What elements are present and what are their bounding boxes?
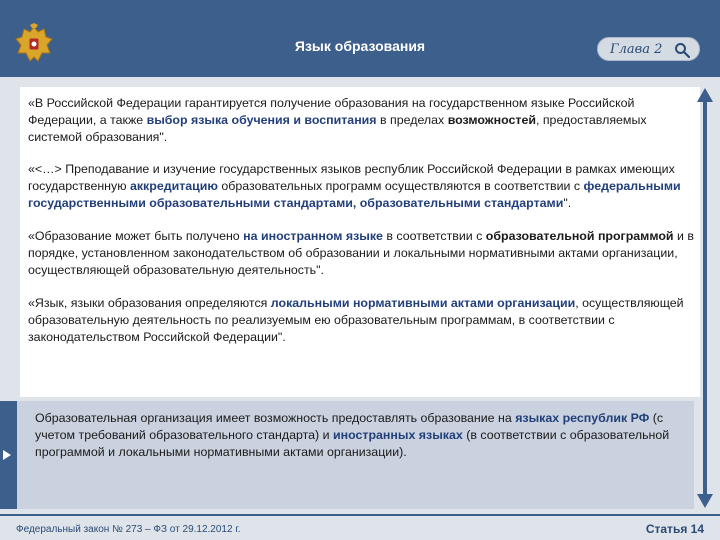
expand-arrow-icon[interactable] [3, 450, 11, 460]
paragraph-3 [28, 228, 698, 279]
text-span: , предоставляемых системой образования". [28, 113, 647, 144]
paragraph-1 [28, 95, 698, 146]
text-span: Образовательная организация имеет возможность предоставлять образование на [35, 411, 516, 425]
note-box [14, 401, 694, 509]
chapter-search-box[interactable] [597, 37, 700, 61]
text-span: (с учетом требований образовательного стандарта) и [35, 411, 664, 442]
text-span: образовательных программ осуществляются в соответствии с [217, 179, 584, 193]
highlight-span: выбор языка обучения и воспитания [146, 113, 377, 127]
law-reference: Федеральный закон № 273 – ФЗ от 29.12.2012 г. [16, 524, 241, 535]
text-span: «В Российской Федерации гарантируется получение образования на государственном языке Российской Федерации, а также [28, 96, 635, 127]
highlight-span: иностранных языках [333, 428, 463, 442]
scroll-down-icon[interactable] [697, 494, 713, 508]
header-bar [0, 0, 720, 77]
page-title: Язык образования [294, 38, 426, 54]
scroll-track[interactable] [703, 100, 707, 496]
text-span: в соответствии с [382, 229, 486, 243]
text-span: «Язык, языки образования определяются [28, 296, 271, 310]
paragraph-4 [28, 295, 698, 346]
expand-tab[interactable] [0, 401, 14, 509]
search-icon[interactable] [674, 42, 690, 58]
text-span: «<…> Преподавание и изучение государственных языков республик Российской Федерации в рамках имеющих государственную [28, 162, 675, 193]
paragraph-2 [28, 161, 698, 212]
text-span: «Образование может быть получено [28, 229, 244, 243]
highlight-span: на иностранном языке [243, 229, 383, 243]
chapter-label: Глава 2 [610, 42, 663, 57]
text-span: в пределах [376, 113, 448, 127]
footer-bar [0, 514, 720, 540]
highlight-span: локальными нормативными актами организации [270, 296, 576, 310]
highlight-span: федеральными государственными образовательными стандартами, образовательными стандартами [28, 179, 681, 210]
scrollbar[interactable] [697, 88, 713, 508]
text-span: ". [563, 196, 572, 210]
bold-span: образовательной программой [485, 229, 674, 243]
text-span: и в порядке, установленном законодательством об образовании и локальными нормативными актами организации, осуществляющей образовательную деятельность". [28, 229, 694, 277]
bold-span: возможностей [447, 113, 536, 127]
article-number: Статья 14 [645, 522, 704, 536]
note-text [35, 410, 685, 461]
text-span: (в соответствии с образовательной программой и локальными нормативными актами организации). [35, 428, 670, 459]
highlight-span: аккредитацию [129, 179, 218, 193]
highlight-span: языках республик РФ [515, 411, 650, 425]
main-content [20, 87, 700, 397]
text-span: , осуществляющей образовательную деятельность по реализуемым ею образовательным программам, в соответствии с законодательством Российской Федерации". [28, 296, 684, 344]
